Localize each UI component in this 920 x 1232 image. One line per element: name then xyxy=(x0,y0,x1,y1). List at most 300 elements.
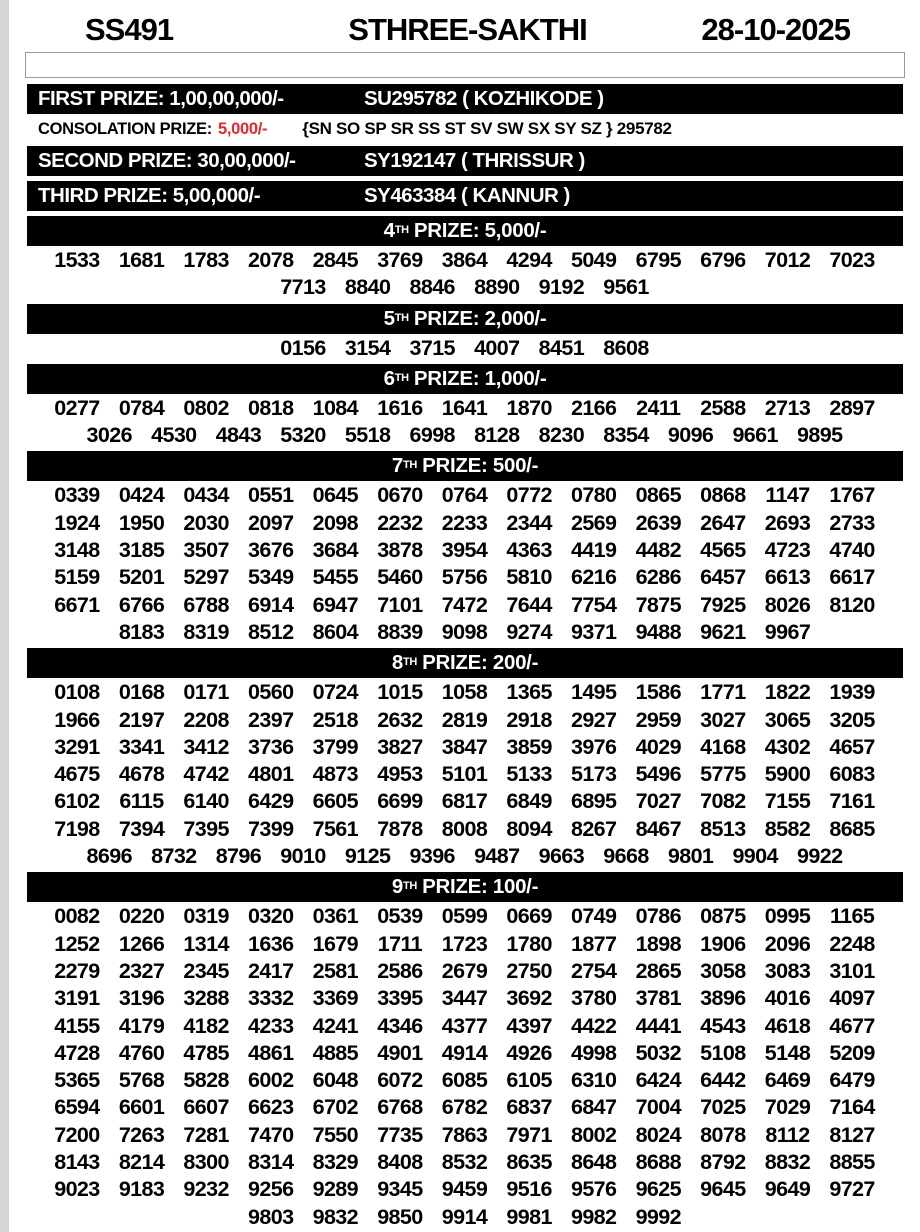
winning-number: 3954 xyxy=(441,538,488,563)
winning-number: 9803 xyxy=(248,1204,294,1229)
winning-number: 9992 xyxy=(635,1204,681,1229)
winning-number: 3291 xyxy=(54,734,100,759)
winning-number: 4377 xyxy=(441,1013,488,1038)
winning-number: 7164 xyxy=(829,1095,875,1120)
winning-number: 2248 xyxy=(829,931,875,956)
winning-number: 4678 xyxy=(118,762,165,787)
winning-number: 9576 xyxy=(570,1177,617,1202)
winning-number: 1015 xyxy=(377,680,423,705)
winning-number: 4441 xyxy=(635,1013,681,1038)
winning-number: 3101 xyxy=(829,958,875,983)
winning-number: 2588 xyxy=(700,395,746,420)
winning-number: 8267 xyxy=(570,816,617,841)
winning-number: 2411 xyxy=(636,395,681,420)
winning-number: 8078 xyxy=(700,1122,746,1147)
winning-number: 6613 xyxy=(764,565,811,590)
winning-number: 0865 xyxy=(635,483,681,508)
winning-number: 0082 xyxy=(54,904,100,929)
winning-number: 7198 xyxy=(54,816,100,841)
winning-number: 8300 xyxy=(183,1150,229,1175)
prize-tier-header: 5 $^{TH}$ PRIZE: 2,000/- xyxy=(27,304,903,334)
winning-number: 3692 xyxy=(506,986,552,1011)
winning-number: 8002 xyxy=(570,1122,617,1147)
winning-number: 7472 xyxy=(441,592,488,617)
winning-number: 0786 xyxy=(635,904,681,929)
winning-number: 8688 xyxy=(635,1150,681,1175)
winning-number: 1147 xyxy=(765,483,810,508)
winning-number: 2754 xyxy=(570,958,617,983)
winning-number: 4007 xyxy=(474,335,520,360)
winning-number: 9645 xyxy=(700,1177,746,1202)
winning-number: 1906 xyxy=(700,931,746,956)
winning-number: 1266 xyxy=(118,931,165,956)
winning-number: 3185 xyxy=(118,538,165,563)
winning-number: 2733 xyxy=(829,510,875,535)
winning-number: 3196 xyxy=(118,986,165,1011)
winning-number: 0277 xyxy=(54,395,100,420)
winning-number: 4801 xyxy=(248,762,294,787)
winning-number: 0749 xyxy=(570,904,617,929)
winning-number: 8839 xyxy=(377,619,423,644)
winning-number: 9561 xyxy=(603,275,649,300)
draw-date: 28-10-2025 xyxy=(701,12,850,47)
winning-number: 8024 xyxy=(635,1122,681,1147)
winning-number: 3896 xyxy=(700,986,746,1011)
winning-number: 3864 xyxy=(441,248,488,272)
winning-number: 2845 xyxy=(312,248,359,272)
winning-number: 5148 xyxy=(764,1040,811,1065)
winning-number: 3781 xyxy=(635,986,681,1011)
winning-number: 4233 xyxy=(248,1013,294,1038)
winning-number: 6914 xyxy=(248,592,294,617)
winning-number: 9023 xyxy=(54,1177,100,1202)
winning-number: 1771 xyxy=(700,680,746,705)
winning-number: 3083 xyxy=(764,958,811,983)
winning-number: 5049 xyxy=(570,248,617,272)
winning-number: 9345 xyxy=(377,1177,423,1202)
winning-number: 2693 xyxy=(764,510,811,535)
winning-number: 9488 xyxy=(635,619,681,644)
winning-number: 0780 xyxy=(570,483,617,508)
winning-number: 8127 xyxy=(829,1122,875,1147)
winning-number: 5173 xyxy=(570,762,617,787)
first-prize-label: FIRST PRIZE: 1,00,00,000/- xyxy=(38,87,284,110)
prize-tier-numbers xyxy=(44,247,886,302)
winning-number: 2208 xyxy=(183,707,229,732)
winning-number: 3369 xyxy=(312,986,359,1011)
winning-number: 6796 xyxy=(700,248,746,272)
winning-number: 5900 xyxy=(764,762,811,787)
winning-number: 7155 xyxy=(764,789,811,814)
winning-number: 9668 xyxy=(603,844,649,869)
winning-number: 8128 xyxy=(474,423,520,448)
winning-number: 3676 xyxy=(248,538,294,563)
winning-number: 6837 xyxy=(506,1095,552,1120)
winning-number: 4565 xyxy=(700,538,746,563)
winning-number: 1636 xyxy=(248,931,294,956)
winning-number: 1877 xyxy=(570,931,617,956)
winning-number: 4742 xyxy=(183,762,229,787)
winning-number: 3412 xyxy=(183,734,229,759)
winning-number: 4530 xyxy=(151,423,197,448)
winning-number: 0724 xyxy=(312,680,359,705)
winning-number: 7925 xyxy=(700,592,746,617)
winning-number: 9516 xyxy=(506,1177,552,1202)
third-prize-label: THIRD PRIZE: 5,00,000/- xyxy=(38,184,261,207)
winning-number: 6998 xyxy=(409,423,455,448)
winning-number: 9914 xyxy=(441,1204,488,1229)
winning-number: 3148 xyxy=(54,538,100,563)
winning-number: 6469 xyxy=(764,1068,811,1093)
winning-number: 4016 xyxy=(764,986,811,1011)
winning-number: 6702 xyxy=(312,1095,359,1120)
winning-number: 8685 xyxy=(829,816,875,841)
winning-number: 1586 xyxy=(635,680,681,705)
winning-number: 4482 xyxy=(635,538,681,563)
winning-number: 7971 xyxy=(506,1122,552,1147)
winning-number: 4543 xyxy=(700,1013,746,1038)
winning-number: 8855 xyxy=(829,1150,875,1175)
winning-number: 4419 xyxy=(570,538,617,563)
winning-number: 4294 xyxy=(506,248,552,272)
winning-number: 7735 xyxy=(377,1122,423,1147)
winning-number: 7023 xyxy=(829,248,875,272)
winning-number: 2078 xyxy=(248,248,294,272)
winning-number: 6601 xyxy=(118,1095,165,1120)
winning-number: 5201 xyxy=(118,565,165,590)
winning-number: 0784 xyxy=(118,395,165,420)
winning-number: 9727 xyxy=(829,1177,875,1202)
winning-number: 5518 xyxy=(344,423,391,448)
winning-number: 3769 xyxy=(377,248,423,272)
winning-number: 6782 xyxy=(441,1095,488,1120)
winning-number: 4901 xyxy=(377,1040,423,1065)
winning-number: 8840 xyxy=(344,275,391,300)
winning-number: 8532 xyxy=(441,1150,488,1175)
winning-number: 2639 xyxy=(635,510,681,535)
winning-number: 1966 xyxy=(54,707,100,732)
winning-number: 9192 xyxy=(538,275,585,300)
winning-number: 6429 xyxy=(248,789,294,814)
winning-number: 8314 xyxy=(248,1150,294,1175)
winning-number: 7644 xyxy=(506,592,552,617)
winning-number: 0868 xyxy=(700,483,746,508)
winning-number: 7101 xyxy=(377,592,423,617)
winning-number: 0818 xyxy=(248,395,294,420)
winning-number: 9663 xyxy=(538,844,585,869)
winning-number: 6849 xyxy=(506,789,552,814)
winning-number: 2927 xyxy=(570,707,617,732)
header xyxy=(9,0,920,50)
winning-number: 7470 xyxy=(248,1122,294,1147)
winning-number: 9982 xyxy=(570,1204,617,1229)
winning-number: 9096 xyxy=(667,423,714,448)
winning-number: 2581 xyxy=(312,958,359,983)
winning-number: 7713 xyxy=(280,275,326,300)
winning-number: 3859 xyxy=(506,734,552,759)
winning-number: 9981 xyxy=(506,1204,552,1229)
winning-number: 4926 xyxy=(506,1040,552,1065)
winning-number: 6947 xyxy=(312,592,359,617)
consolation-amount: 5,000/- xyxy=(217,120,268,138)
winning-number: 7161 xyxy=(829,789,875,814)
winning-number: 9232 xyxy=(183,1177,229,1202)
tier-sections xyxy=(9,216,920,1231)
winning-number: 1950 xyxy=(118,510,165,535)
winning-number: 0320 xyxy=(248,904,294,929)
lottery-name: STHREE-SAKTHI xyxy=(348,12,587,47)
winning-number: 3027 xyxy=(700,707,746,732)
winning-number: 2586 xyxy=(377,958,423,983)
winning-number: 2959 xyxy=(635,707,681,732)
second-prize-winner: SY192147 ( THRISSUR ) xyxy=(364,149,585,172)
winning-number: 8608 xyxy=(603,335,649,360)
winning-number: 9922 xyxy=(797,844,843,869)
winning-number: 8112 xyxy=(765,1122,810,1147)
winning-number: 1939 xyxy=(829,680,875,705)
winning-number: 2417 xyxy=(248,958,294,983)
winning-number: 9904 xyxy=(732,844,778,869)
winning-number: 6617 xyxy=(829,565,875,590)
winning-number: 6817 xyxy=(441,789,488,814)
winning-number: 9289 xyxy=(312,1177,359,1202)
winning-number: 5768 xyxy=(118,1068,165,1093)
winning-number: 3154 xyxy=(344,335,391,360)
winning-number: 8143 xyxy=(54,1150,100,1175)
winning-number: 9649 xyxy=(764,1177,811,1202)
winning-number: 8648 xyxy=(570,1150,617,1175)
winning-number: 4885 xyxy=(312,1040,359,1065)
prize-tier-numbers xyxy=(44,482,886,646)
winning-number: 6479 xyxy=(829,1068,875,1093)
winning-number: 3736 xyxy=(248,734,294,759)
winning-number: 1898 xyxy=(635,931,681,956)
winning-number: 6048 xyxy=(312,1068,359,1093)
winning-number: 3447 xyxy=(441,986,488,1011)
winning-number: 3026 xyxy=(86,423,132,448)
winning-number: 9396 xyxy=(409,844,455,869)
winning-number: 4302 xyxy=(764,734,811,759)
winning-number: 8329 xyxy=(312,1150,359,1175)
winning-number: 6140 xyxy=(183,789,229,814)
winning-number: 8582 xyxy=(764,816,811,841)
winning-number: 1616 xyxy=(377,395,423,420)
winning-number: 4914 xyxy=(441,1040,488,1065)
winning-number: 2096 xyxy=(764,931,811,956)
winning-number: 0995 xyxy=(764,904,811,929)
winning-number: 6083 xyxy=(829,762,875,787)
winning-number: 5209 xyxy=(829,1040,875,1065)
winning-number: 2233 xyxy=(441,510,488,535)
winning-number: 6788 xyxy=(183,592,229,617)
winning-number: 8467 xyxy=(635,816,681,841)
winning-number: 4785 xyxy=(183,1040,229,1065)
winning-number: 4155 xyxy=(54,1013,100,1038)
winning-number: 0434 xyxy=(183,483,229,508)
winning-number: 0319 xyxy=(183,904,229,929)
winning-number: 7200 xyxy=(54,1122,100,1147)
winning-number: 2647 xyxy=(700,510,746,535)
winning-number: 8026 xyxy=(764,592,811,617)
winning-number: 1681 xyxy=(118,248,165,272)
prize-tier-header: 9 $^{TH}$ PRIZE: 100/- xyxy=(27,872,903,902)
winning-number: 0802 xyxy=(183,395,229,420)
winning-number: 0539 xyxy=(377,904,423,929)
winning-number: 8846 xyxy=(409,275,455,300)
consolation-row xyxy=(38,119,920,141)
winning-number: 9967 xyxy=(764,619,811,644)
third-prize-bar xyxy=(27,181,903,211)
winning-number: 3065 xyxy=(764,707,811,732)
third-prize-winner: SY463384 ( KANNUR ) xyxy=(364,184,570,207)
winning-number: 5159 xyxy=(54,565,100,590)
first-prize-bar xyxy=(27,84,903,114)
winning-number: 4740 xyxy=(829,538,875,563)
prize-tier-numbers xyxy=(44,335,886,362)
winning-number: 5460 xyxy=(377,565,423,590)
winning-number: 0220 xyxy=(118,904,165,929)
winning-number: 8408 xyxy=(377,1150,423,1175)
winning-number: 8635 xyxy=(506,1150,552,1175)
winning-number: 8183 xyxy=(118,619,165,644)
winning-number: 0551 xyxy=(248,483,294,508)
winning-number: 1924 xyxy=(54,510,100,535)
winning-number: 2030 xyxy=(183,510,229,535)
winning-number: 6795 xyxy=(635,248,681,272)
winning-number: 4723 xyxy=(764,538,811,563)
winning-number: 6442 xyxy=(700,1068,746,1093)
winning-number: 2197 xyxy=(118,707,165,732)
winning-number: 4760 xyxy=(118,1040,165,1065)
winning-number: 6286 xyxy=(635,565,681,590)
winning-number: 1767 xyxy=(829,483,875,508)
winning-number: 5455 xyxy=(312,565,359,590)
winning-number: 0339 xyxy=(54,483,100,508)
winning-number: 6623 xyxy=(248,1095,294,1120)
winning-number: 7394 xyxy=(118,816,165,841)
winning-number: 2397 xyxy=(248,707,294,732)
winning-number: 5365 xyxy=(54,1068,100,1093)
winning-number: 9895 xyxy=(797,423,843,448)
winning-number: 9621 xyxy=(700,619,746,644)
winning-number: 3799 xyxy=(312,734,359,759)
winning-number: 0764 xyxy=(441,483,488,508)
winning-number: 3847 xyxy=(441,734,488,759)
winning-number: 4953 xyxy=(377,762,423,787)
winning-number: 2713 xyxy=(764,395,811,420)
winning-number: 9098 xyxy=(441,619,488,644)
winning-number: 3341 xyxy=(118,734,165,759)
winning-number: 1252 xyxy=(54,931,100,956)
winning-number: 3827 xyxy=(377,734,423,759)
winning-number: 3395 xyxy=(377,986,423,1011)
winning-number: 0168 xyxy=(118,680,165,705)
winning-number: 7863 xyxy=(441,1122,488,1147)
winning-number: 2518 xyxy=(312,707,359,732)
winning-number: 2819 xyxy=(441,707,488,732)
winning-number: 7875 xyxy=(635,592,681,617)
prize-tier-header: 4 $^{TH}$ PRIZE: 5,000/- xyxy=(27,216,903,246)
winning-number: 0424 xyxy=(118,483,165,508)
winning-number: 6895 xyxy=(570,789,617,814)
winning-number: 1314 xyxy=(183,931,229,956)
winning-number: 1723 xyxy=(441,931,488,956)
winning-number: 6105 xyxy=(506,1068,552,1093)
winning-number: 3058 xyxy=(700,958,746,983)
winning-number: 6607 xyxy=(183,1095,229,1120)
winning-number: 6102 xyxy=(54,789,100,814)
winning-number: 9459 xyxy=(441,1177,488,1202)
winning-number: 2679 xyxy=(441,958,488,983)
winning-number: 0645 xyxy=(312,483,359,508)
winning-number: 7281 xyxy=(183,1122,229,1147)
winning-number: 8792 xyxy=(700,1150,746,1175)
winning-number: 9183 xyxy=(118,1177,165,1202)
winning-number: 2232 xyxy=(377,510,423,535)
winning-number: 8732 xyxy=(151,844,197,869)
empty-input[interactable] xyxy=(25,52,905,78)
winning-number: 1495 xyxy=(570,680,617,705)
winning-number: 9625 xyxy=(635,1177,681,1202)
winning-number: 6310 xyxy=(570,1068,617,1093)
winning-number: 7025 xyxy=(700,1095,746,1120)
winning-number: 8214 xyxy=(118,1150,165,1175)
winning-number: 4179 xyxy=(118,1013,165,1038)
prize-tier-header: 7 $^{TH}$ PRIZE: 500/- xyxy=(27,451,903,481)
winning-number: 6216 xyxy=(570,565,617,590)
winning-number: 7004 xyxy=(635,1095,681,1120)
winning-number: 4182 xyxy=(183,1013,229,1038)
winning-number: 5775 xyxy=(700,762,746,787)
winning-number: 0875 xyxy=(700,904,746,929)
prize-tier-header: 6 $^{TH}$ PRIZE: 1,000/- xyxy=(27,364,903,394)
winning-number: 5810 xyxy=(506,565,552,590)
winning-number: 2865 xyxy=(635,958,681,983)
winning-number: 0670 xyxy=(377,483,423,508)
winning-number: 4873 xyxy=(312,762,359,787)
winning-number: 4397 xyxy=(506,1013,552,1038)
winning-number: 4168 xyxy=(700,734,746,759)
winning-number: 4657 xyxy=(829,734,875,759)
winning-number: 8832 xyxy=(764,1150,811,1175)
winning-number: 2327 xyxy=(118,958,165,983)
winning-number: 3205 xyxy=(829,707,875,732)
winning-number: 9661 xyxy=(732,423,778,448)
winning-number: 3288 xyxy=(183,986,229,1011)
winning-number: 8354 xyxy=(603,423,649,448)
winning-number: 8696 xyxy=(86,844,132,869)
winning-number: 0361 xyxy=(312,904,359,929)
winning-number: 1780 xyxy=(506,931,552,956)
winning-number: 9274 xyxy=(506,619,552,644)
first-prize-winner: SU295782 ( KOZHIKODE ) xyxy=(364,87,604,110)
winning-number: 6002 xyxy=(248,1068,294,1093)
winning-number: 9125 xyxy=(344,844,391,869)
winning-number: 1084 xyxy=(312,395,359,420)
winning-number: 9850 xyxy=(377,1204,423,1229)
winning-number: 7399 xyxy=(248,816,294,841)
winning-number: 6768 xyxy=(377,1095,423,1120)
winning-number: 9010 xyxy=(280,844,326,869)
winning-number: 9801 xyxy=(667,844,714,869)
winning-number: 5496 xyxy=(635,762,681,787)
winning-number: 3332 xyxy=(248,986,294,1011)
winning-number: 2750 xyxy=(506,958,552,983)
winning-number: 5101 xyxy=(441,762,488,787)
winning-number: 4363 xyxy=(506,538,552,563)
winning-number: 2098 xyxy=(312,510,359,535)
winning-number: 1711 xyxy=(377,931,423,956)
